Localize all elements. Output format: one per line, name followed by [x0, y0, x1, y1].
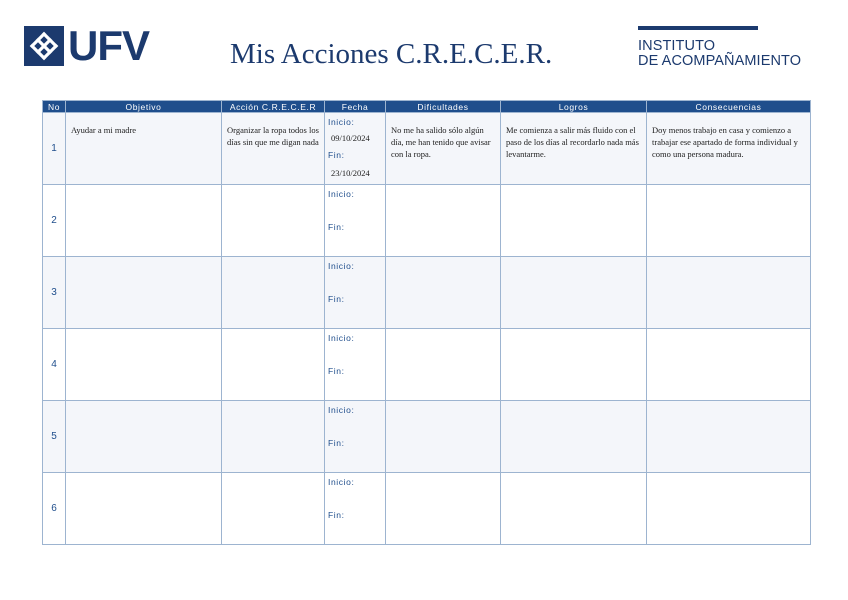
fin-label: Fin:: [328, 150, 345, 160]
accion-text: Organizar la ropa todos los días sin que me digan nada: [227, 125, 319, 147]
logros-cell[interactable]: [501, 185, 647, 257]
inicio-label: Inicio:: [328, 477, 355, 487]
dificultades-text: [386, 329, 500, 340]
row-number: 5: [43, 401, 66, 473]
fin-label: Fin:: [328, 222, 345, 232]
row-number: 1: [43, 113, 66, 185]
instituto-logo-line1: INSTITUTO: [638, 38, 716, 54]
fecha-cell[interactable]: [325, 113, 386, 185]
ufv-logo: [24, 22, 149, 69]
consecuencias-cell[interactable]: [647, 473, 811, 545]
fin-label: Fin:: [328, 438, 345, 448]
objetivo-text: [66, 401, 221, 412]
inicio-label: Inicio:: [328, 261, 355, 271]
fecha-cell[interactable]: [325, 401, 386, 473]
fin-label: Fin:: [328, 294, 345, 304]
dificultades-cell[interactable]: [386, 473, 501, 545]
logros-text: [501, 329, 646, 340]
objetivo-cell[interactable]: [66, 185, 222, 257]
accion-text: [222, 185, 324, 196]
logros-text: [501, 473, 646, 484]
ufv-emblem-icon: [24, 26, 64, 66]
accion-text: [222, 329, 324, 340]
objetivo-cell[interactable]: [66, 113, 222, 185]
fin-label: Fin:: [328, 510, 345, 520]
instituto-logo-bar: [638, 26, 758, 30]
consecuencias-text: [647, 329, 810, 340]
objetivo-text: [66, 473, 221, 484]
column-header-consecuencias: Consecuencias: [647, 101, 811, 113]
instituto-logo-line2: DE ACOMPAÑAMIENTO: [638, 53, 802, 69]
logros-text: [501, 185, 646, 196]
inicio-date: 09/10/2024: [331, 133, 370, 143]
consecuencias-cell[interactable]: [647, 329, 811, 401]
consecuencias-cell[interactable]: [647, 113, 811, 185]
consecuencias-cell[interactable]: [647, 185, 811, 257]
accion-cell[interactable]: [222, 401, 325, 473]
consecuencias-text: [647, 401, 810, 412]
accion-text: [222, 257, 324, 268]
logros-cell[interactable]: [501, 401, 647, 473]
fin-date: 23/10/2024: [331, 168, 370, 178]
page-header: [0, 0, 848, 95]
objetivo-cell[interactable]: [66, 473, 222, 545]
logros-cell[interactable]: [501, 113, 647, 185]
dificultades-cell[interactable]: [386, 113, 501, 185]
objetivo-text: Ayudar a mi madre: [71, 125, 137, 135]
accion-cell[interactable]: [222, 473, 325, 545]
logros-text: [501, 401, 646, 412]
consecuencias-cell[interactable]: [647, 257, 811, 329]
column-header-logros: Logros: [501, 101, 647, 113]
logros-text: [501, 257, 646, 268]
objetivo-text: [66, 185, 221, 196]
row-number: 2: [43, 185, 66, 257]
instituto-logo: [638, 26, 828, 69]
acciones-table: [42, 100, 811, 545]
ufv-logo-text: UFV: [68, 22, 149, 69]
accion-cell[interactable]: [222, 185, 325, 257]
dificultades-cell[interactable]: [386, 257, 501, 329]
table-row: [43, 473, 811, 545]
table-row: [43, 257, 811, 329]
objetivo-text: [66, 257, 221, 268]
objetivo-cell[interactable]: [66, 257, 222, 329]
consecuencias-text: [647, 185, 810, 196]
fecha-cell[interactable]: [325, 473, 386, 545]
column-header-accion: Acción C.R.E.C.E.R: [222, 101, 325, 113]
accion-text: [222, 473, 324, 484]
objetivo-text: [66, 329, 221, 340]
row-number: 4: [43, 329, 66, 401]
column-header-fecha: Fecha: [325, 101, 386, 113]
dificultades-cell[interactable]: [386, 329, 501, 401]
inicio-label: Inicio:: [328, 333, 355, 343]
consecuencias-text: Doy menos trabajo en casa y comienzo a trabajar ese apartado de forma individual y como una persona madura.: [652, 125, 798, 159]
accion-cell[interactable]: [222, 257, 325, 329]
row-number: 3: [43, 257, 66, 329]
fecha-cell[interactable]: [325, 329, 386, 401]
fin-label: Fin:: [328, 366, 345, 376]
logros-cell[interactable]: [501, 257, 647, 329]
column-header-dificultades: Dificultades: [386, 101, 501, 113]
table-row: [43, 185, 811, 257]
inicio-label: Inicio:: [328, 405, 355, 415]
row-number: 6: [43, 473, 66, 545]
table-header-row: [43, 101, 811, 113]
dificultades-text: No me ha salido sólo algún día, me han tenido que avisar con la ropa.: [391, 125, 491, 159]
page-title: Mis Acciones C.R.E.C.E.R.: [230, 38, 553, 70]
consecuencias-text: [647, 473, 810, 484]
logros-cell[interactable]: [501, 473, 647, 545]
inicio-label: Inicio:: [328, 117, 355, 127]
objetivo-cell[interactable]: [66, 401, 222, 473]
dificultades-text: [386, 257, 500, 268]
table-row: [43, 329, 811, 401]
table-row: [43, 113, 811, 185]
dificultades-text: [386, 401, 500, 412]
consecuencias-cell[interactable]: [647, 401, 811, 473]
fecha-cell[interactable]: [325, 257, 386, 329]
accion-cell[interactable]: [222, 113, 325, 185]
objetivo-cell[interactable]: [66, 329, 222, 401]
dificultades-cell[interactable]: [386, 185, 501, 257]
column-header-objetivo: Objetivo: [66, 101, 222, 113]
logros-text: Me comienza a salir más fluido con el paso de los días al recordarlo nada más levantarme.: [506, 125, 639, 159]
inicio-label: Inicio:: [328, 189, 355, 199]
dificultades-text: [386, 185, 500, 196]
dificultades-cell[interactable]: [386, 401, 501, 473]
column-header-no: No: [43, 101, 66, 113]
logros-cell[interactable]: [501, 329, 647, 401]
consecuencias-text: [647, 257, 810, 268]
fecha-cell[interactable]: [325, 185, 386, 257]
table-row: [43, 401, 811, 473]
accion-cell[interactable]: [222, 329, 325, 401]
accion-text: [222, 401, 324, 412]
dificultades-text: [386, 473, 500, 484]
